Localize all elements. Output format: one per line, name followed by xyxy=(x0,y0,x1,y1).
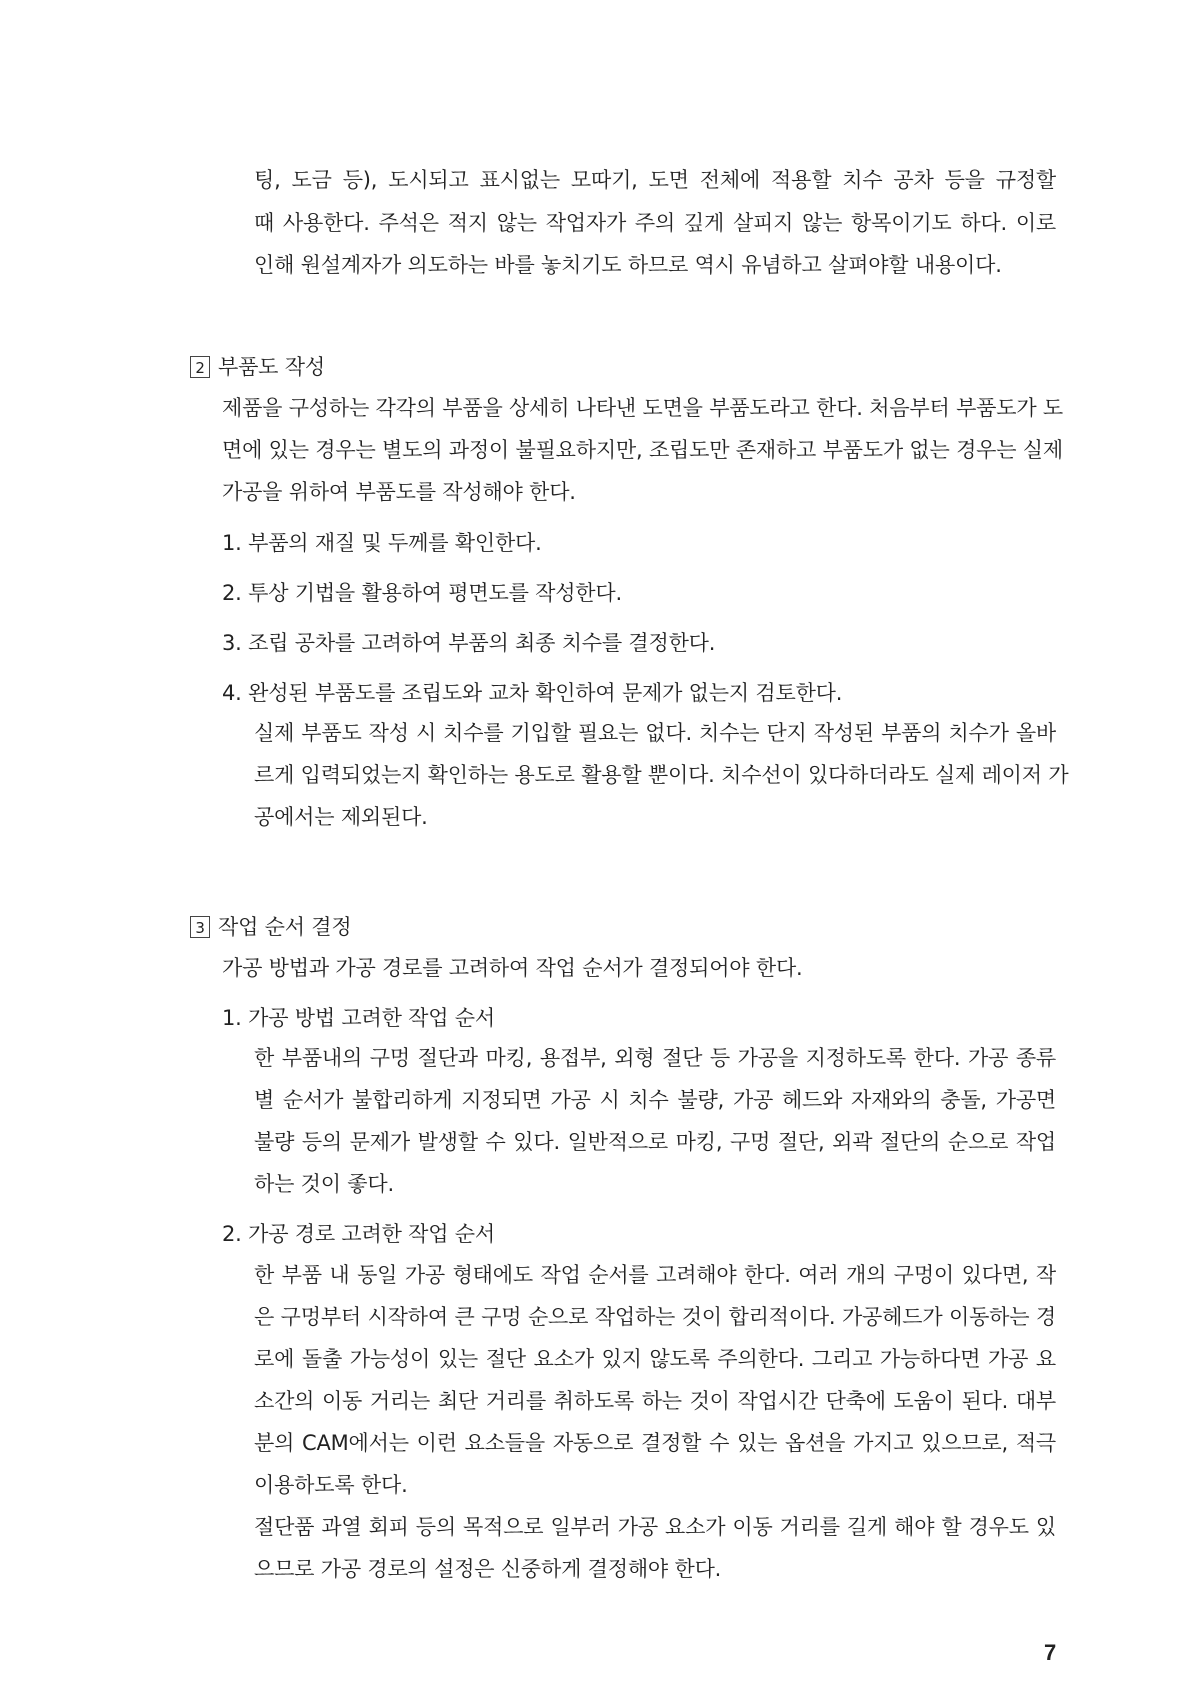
section-2-para-line-3: 가공을 위하여 부품도를 작성해야 한다. xyxy=(222,480,576,504)
section-2-note-line-1: 실제 부품도 작성 시 치수를 기입할 필요는 없다. 치수는 단지 작성된 부품의 치수가 올바 xyxy=(254,721,1056,745)
section-3-item-1-line-4: 하는 것이 좋다. xyxy=(254,1172,394,1196)
section-3-item-1-title: 1. 가공 방법 고려한 작업 순서 xyxy=(222,1006,495,1030)
section-3-title: 작업 순서 결정 xyxy=(218,915,352,939)
section-3-number-box: 3 xyxy=(190,916,210,938)
section-2-title: 부품도 작성 xyxy=(218,355,325,379)
section-3-item-1-line-3: 불량 등의 문제가 발생할 수 있다. 일반적으로 마킹, 구멍 절단, 외곽 절단의 순으로 작업 xyxy=(254,1130,1056,1154)
section-2-number-box: 2 xyxy=(190,356,210,378)
section-3-heading xyxy=(190,912,351,942)
section-3-item-1-line-1: 한 부품내의 구멍 절단과 마킹, 용접부, 외형 절단 등 가공을 지정하도록 한다. 가공 종류 xyxy=(254,1046,1056,1070)
intro-line-1: 팅, 도금 등), 도시되고 표시없는 모따기, 도면 전체에 적용할 치수 공차 등을 규정할 xyxy=(254,168,1056,192)
section-2-note-line-3: 공에서는 제외된다. xyxy=(254,805,428,829)
section-2-para-line-1: 제품을 구성하는 각각의 부품을 상세히 나타낸 도면을 부품도라고 한다. 처음부터 부품도가 도 xyxy=(222,396,1063,420)
section-3-item-2-title: 2. 가공 경로 고려한 작업 순서 xyxy=(222,1222,495,1246)
section-2-item-4: 4. 완성된 부품도를 조립도와 교차 확인하여 문제가 없는지 검토한다. xyxy=(222,681,843,705)
section-3-intro: 가공 방법과 가공 경로를 고려하여 작업 순서가 결정되어야 한다. xyxy=(222,956,803,980)
intro-line-3: 인해 원설계자가 의도하는 바를 놓치기도 하므로 역시 유념하고 살펴야할 내용이다. xyxy=(254,253,1002,277)
section-3-item-2-note-line-2: 으므로 가공 경로의 설정은 신중하게 결정해야 한다. xyxy=(254,1557,722,1581)
section-3-item-2-line-6: 이용하도록 한다. xyxy=(254,1473,408,1497)
section-2-item-2: 2. 투상 기법을 활용하여 평면도를 작성한다. xyxy=(222,581,622,605)
section-2-heading xyxy=(190,352,325,382)
section-2-para-line-2: 면에 있는 경우는 별도의 과정이 불필요하지만, 조립도만 존재하고 부품도가 없는 경우는 실제 xyxy=(222,438,1063,462)
section-2-note-line-2: 르게 입력되었는지 확인하는 용도로 활용할 뿐이다. 치수선이 있다하더라도 실제 레이저 가 xyxy=(254,763,1069,787)
section-3-item-2-note-line-1: 절단품 과열 회피 등의 목적으로 일부러 가공 요소가 이동 거리를 길게 해야 할 경우도 있 xyxy=(254,1515,1056,1539)
section-2-item-1: 1. 부품의 재질 및 두께를 확인한다. xyxy=(222,531,542,555)
section-2-item-3: 3. 조립 공차를 고려하여 부품의 최종 치수를 결정한다. xyxy=(222,631,716,655)
section-3-item-2-line-4: 소간의 이동 거리는 최단 거리를 취하도록 하는 것이 작업시간 단축에 도움이 된다. 대부 xyxy=(254,1389,1056,1413)
section-3-item-2-line-1: 한 부품 내 동일 가공 형태에도 작업 순서를 고려해야 한다. 여러 개의 구멍이 있다면, 작 xyxy=(254,1263,1056,1287)
page-number: 7 xyxy=(1044,1640,1057,1665)
section-3-item-2-line-2: 은 구멍부터 시작하여 큰 구멍 순으로 작업하는 것이 합리적이다. 가공헤드가 이동하는 경 xyxy=(254,1305,1056,1329)
intro-line-2: 때 사용한다. 주석은 적지 않는 작업자가 주의 깊게 살피지 않는 항목이기도 하다. 이로 xyxy=(254,211,1056,235)
section-3-item-2-line-5: 분의 CAM에서는 이런 요소들을 자동으로 결정할 수 있는 옵션을 가지고 있으므로, 적극 xyxy=(254,1431,1056,1455)
section-3-item-2-line-3: 로에 돌출 가능성이 있는 절단 요소가 있지 않도록 주의한다. 그리고 가능하다면 가공 요 xyxy=(254,1347,1056,1371)
section-3-item-1-line-2: 별 순서가 불합리하게 지정되면 가공 시 치수 불량, 가공 헤드와 자재와의 충돌, 가공면 xyxy=(254,1088,1056,1112)
